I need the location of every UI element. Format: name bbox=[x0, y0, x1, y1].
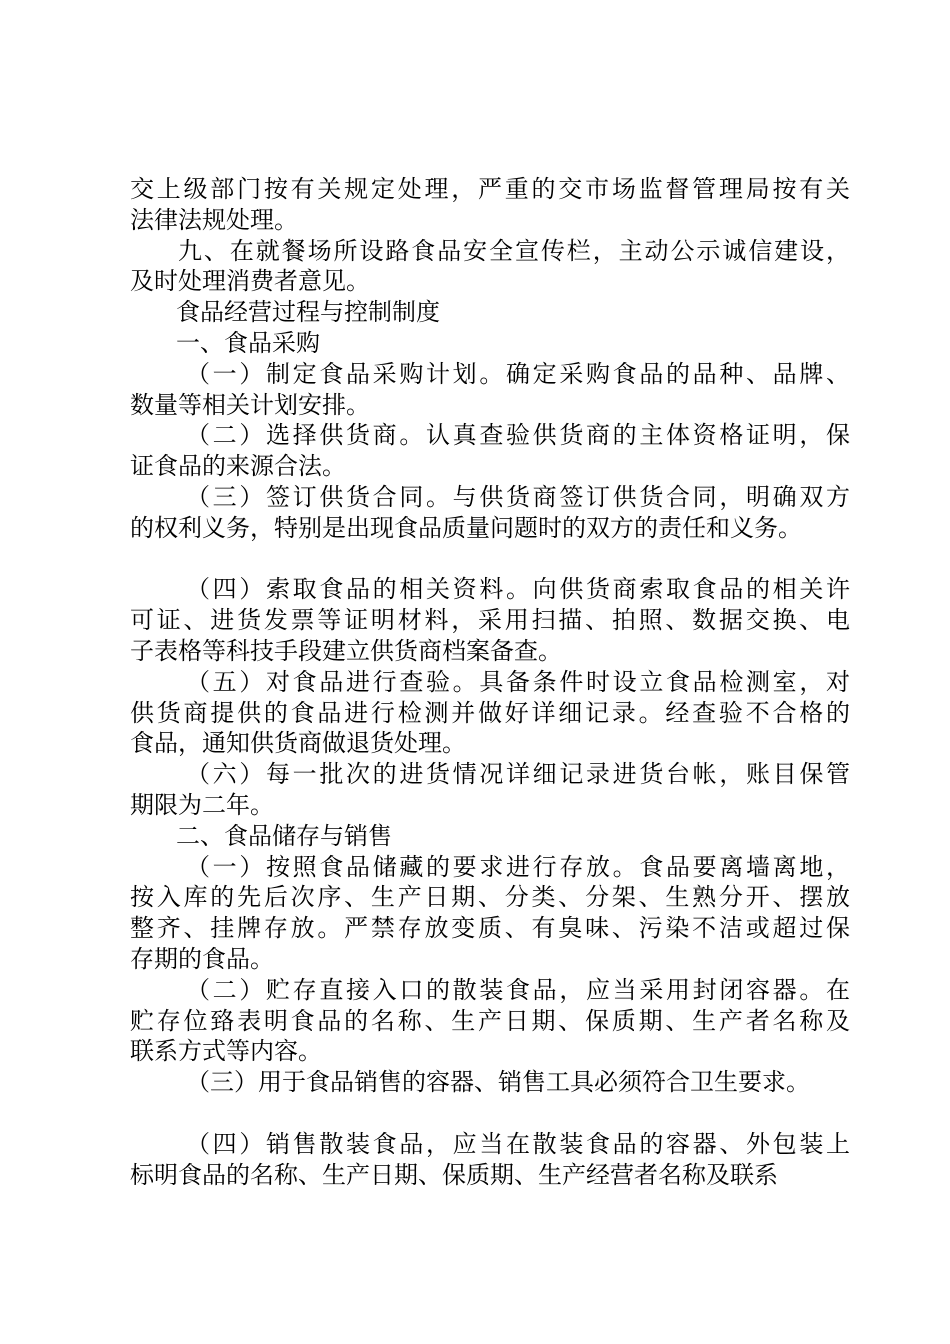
paragraph bbox=[130, 297, 850, 328]
paragraph bbox=[130, 975, 850, 1067]
paragraph bbox=[130, 574, 850, 666]
paragraph bbox=[130, 667, 850, 759]
paragraph bbox=[130, 1067, 850, 1098]
paragraph bbox=[130, 1129, 850, 1191]
text-line: （一）制定食品采购计划。确定采购食品的品种、品牌、 bbox=[186, 359, 850, 388]
text-line: （六）每一批次的进货情况详细记录进货台帐，账目保管 bbox=[186, 760, 850, 789]
text-line: 贮存位臵表明食品的名称、生产日期、保质期、生产者名称及 bbox=[130, 1006, 850, 1035]
text-line: （二）选择供货商。认真查验供货商的主体资格证明，保 bbox=[186, 421, 850, 450]
text-line: （四）销售散装食品，应当在散装食品的容器、外包装上 bbox=[186, 1129, 850, 1158]
text-line: 食品，通知供货商做退货处理。 bbox=[130, 729, 466, 758]
paragraph bbox=[130, 420, 850, 482]
text-line: 数量等相关计划安排。 bbox=[130, 390, 370, 419]
text-line: （四）索取食品的相关资料。向供货商索取食品的相关许 bbox=[186, 575, 850, 604]
text-line: （二）贮存直接入口的散装食品，应当采用封闭容器。在 bbox=[186, 975, 850, 1004]
blank-line bbox=[130, 544, 850, 575]
text-line: 子表格等科技手段建立供货商档案备查。 bbox=[130, 636, 562, 665]
text-line: 证食品的来源合法。 bbox=[130, 452, 346, 481]
paragraph bbox=[130, 759, 850, 821]
text-line: 九、在就餐场所设路食品安全宣传栏，主动公示诚信建设， bbox=[178, 236, 850, 265]
text-line: 期限为二年。 bbox=[130, 790, 274, 819]
paragraph bbox=[130, 236, 850, 298]
paragraph bbox=[130, 852, 850, 975]
paragraph bbox=[130, 328, 850, 359]
text-line: （三）签订供货合同。与供货商签订供货合同，明确双方 bbox=[186, 482, 850, 511]
text-line: 的权利义务，特别是出现食品质量问题时的双方的责任和义务。 bbox=[130, 513, 802, 542]
text-line: 标明食品的名称、生产日期、保质期、生产经营者名称及联系 bbox=[130, 1160, 778, 1189]
text-line: （五）对食品进行查验。具备条件时设立食品检测室，对 bbox=[186, 667, 850, 696]
text-line: （三）用于食品销售的容器、销售工具必须符合卫生要求。 bbox=[186, 1068, 810, 1097]
text-line: 二、食品储存与销售 bbox=[176, 821, 392, 850]
text-line: 一、食品采购 bbox=[176, 328, 320, 357]
text-line: 联系方式等内容。 bbox=[130, 1037, 322, 1066]
text-line: 存期的食品。 bbox=[130, 944, 274, 973]
paragraph bbox=[130, 359, 850, 421]
text-line: 整齐、挂牌存放。严禁存放变质、有臭味、污染不洁或超过保 bbox=[130, 914, 850, 943]
document-body bbox=[130, 174, 850, 1190]
text-line: 供货商提供的食品进行检测并做好详细记录。经查验不合格的 bbox=[130, 698, 850, 727]
text-line: （一）按照食品储藏的要求进行存放。食品要离墙离地， bbox=[186, 852, 850, 881]
text-line: 法律法规处理。 bbox=[130, 205, 298, 234]
blank-line bbox=[130, 1098, 850, 1129]
paragraph bbox=[130, 174, 850, 236]
text-line: 食品经营过程与控制制度 bbox=[176, 298, 440, 327]
text-line: 按入库的先后次序、生产日期、分类、分架、生熟分开、摆放 bbox=[130, 883, 850, 912]
paragraph bbox=[130, 482, 850, 544]
text-line: 交上级部门按有关规定处理，严重的交市场监督管理局按有关 bbox=[130, 175, 850, 203]
text-line: 可证、进货发票等证明材料，采用扫描、拍照、数据交换、电 bbox=[130, 606, 850, 635]
paragraph bbox=[130, 821, 850, 852]
text-line: 及时处理消费者意见。 bbox=[130, 267, 370, 296]
